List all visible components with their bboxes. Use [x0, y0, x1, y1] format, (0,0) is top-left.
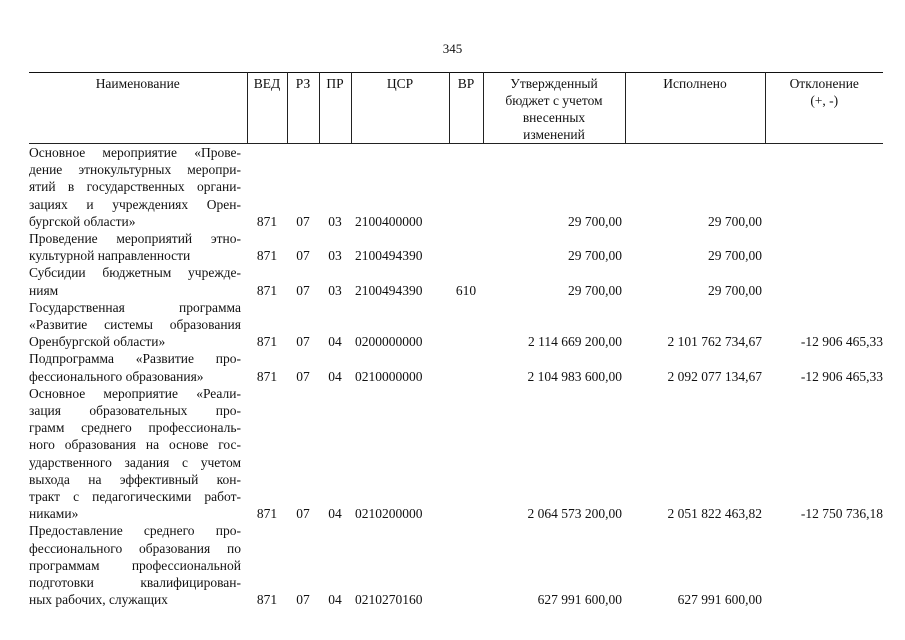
budget-table	[29, 72, 883, 608]
table-row	[29, 299, 883, 351]
row-name	[29, 144, 247, 231]
cell-pr: 04	[328, 334, 342, 350]
table-row	[29, 144, 883, 231]
cell-pr: 03	[328, 213, 342, 229]
cell-ved: 871	[256, 282, 278, 298]
table-body	[29, 144, 883, 609]
cell-deviation	[765, 144, 883, 231]
header-row	[29, 73, 883, 144]
cell-vr	[449, 522, 483, 608]
cell-vr	[449, 299, 483, 351]
row-name-line: фессионального образования по	[29, 540, 241, 556]
table-row	[29, 230, 883, 264]
header-pr: ПР	[319, 73, 351, 144]
cell-vr	[449, 144, 483, 231]
row-name-line: никами»	[29, 506, 79, 522]
row-name-line: «Развитие системы образования	[29, 317, 241, 333]
row-name-line: Государственная программа	[29, 299, 241, 315]
cell-rz: 07	[296, 368, 310, 384]
cell-pr: 04	[328, 368, 342, 384]
row-name-line: бургской области»	[29, 213, 136, 229]
cell-vr	[449, 385, 483, 523]
header-executed: Исполнено	[625, 73, 765, 144]
row-name-line: выхода на эффективный кон-	[29, 471, 241, 487]
row-name-line: Основное мероприятие «Прове-	[29, 145, 241, 160]
row-name-line: Субсидии бюджетным учрежде-	[29, 265, 241, 281]
row-name-line: ниям	[29, 282, 59, 298]
cell-deviation: -12 906 465,33	[800, 368, 883, 384]
row-name-line: дение этнокультурных меропри-	[29, 162, 241, 178]
row-name-line: зация образовательных про-	[29, 403, 241, 419]
row-name	[29, 264, 247, 298]
cell-executed: 627 991 600,00	[677, 592, 762, 608]
cell-csr: 0210200000	[355, 506, 423, 522]
cell-deviation	[765, 264, 883, 298]
cell-csr: 0210000000	[355, 368, 423, 384]
row-name-line: зациях и учреждениях Орен-	[29, 196, 241, 212]
cell-pr: 04	[328, 592, 342, 608]
cell-ved: 871	[256, 592, 278, 608]
cell-rz: 07	[296, 282, 310, 298]
row-name-line: грамм среднего профессиональ-	[29, 420, 241, 436]
row-name-line: Проведение мероприятий этно-	[29, 231, 241, 247]
row-name	[29, 385, 247, 523]
row-name-line: ятий в государственных органи-	[29, 179, 241, 195]
header-vr: ВР	[449, 73, 483, 144]
row-name-line: тракт с педагогическими работ-	[29, 489, 241, 505]
table-row	[29, 264, 883, 298]
cell-executed: 2 051 822 463,82	[667, 506, 762, 522]
cell-ved: 871	[256, 213, 278, 229]
row-name-line: Предоставление среднего про-	[29, 523, 241, 539]
row-name-line: Основное мероприятие «Реали-	[29, 385, 241, 401]
header-rz: РЗ	[287, 73, 319, 144]
cell-csr: 0200000000	[355, 334, 423, 350]
row-name-line: фессионального образования»	[29, 368, 204, 384]
cell-rz: 07	[296, 213, 310, 229]
cell-approved: 29 700,00	[568, 248, 622, 264]
row-name	[29, 522, 247, 608]
row-name-line: Оренбургской области»	[29, 334, 166, 350]
cell-ved: 871	[256, 248, 278, 264]
cell-rz: 07	[296, 248, 310, 264]
cell-approved: 2 104 983 600,00	[527, 368, 622, 384]
cell-csr: 2100494390	[355, 282, 423, 298]
header-approved: Утвержденный бюджет с учетом внесенных изменений	[483, 73, 625, 144]
cell-deviation	[765, 522, 883, 608]
row-name	[29, 299, 247, 351]
cell-approved: 29 700,00	[568, 282, 622, 298]
cell-ved: 871	[256, 334, 278, 350]
cell-executed: 2 101 762 734,67	[667, 334, 762, 350]
row-name-line: ударственного задания с учетом	[29, 454, 241, 470]
cell-executed: 2 092 077 134,67	[667, 368, 762, 384]
page-number: 345	[442, 41, 463, 56]
cell-executed: 29 700,00	[708, 213, 762, 229]
cell-approved: 2 114 669 200,00	[528, 334, 622, 350]
header-csr: ЦСР	[351, 73, 449, 144]
cell-ved: 871	[256, 368, 278, 384]
cell-approved: 627 991 600,00	[537, 592, 622, 608]
row-name	[29, 230, 247, 264]
cell-csr: 2100494390	[355, 248, 423, 264]
cell-ved: 871	[256, 506, 278, 522]
cell-rz: 07	[296, 334, 310, 350]
cell-vr	[449, 350, 483, 384]
cell-deviation: -12 906 465,33	[800, 334, 883, 350]
cell-executed: 29 700,00	[708, 248, 762, 264]
row-name-line: программам профессиональной	[29, 557, 241, 573]
cell-deviation	[765, 230, 883, 264]
cell-pr: 04	[328, 506, 342, 522]
row-name	[29, 350, 247, 384]
cell-rz: 07	[296, 506, 310, 522]
cell-csr: 2100400000	[355, 213, 423, 229]
cell-executed: 29 700,00	[708, 282, 762, 298]
row-name-line: ных рабочих, служащих	[29, 592, 168, 608]
header-deviation: Отклонение (+, -)	[765, 73, 883, 144]
cell-vr: 610	[455, 282, 477, 298]
cell-approved: 2 064 573 200,00	[527, 506, 622, 522]
cell-deviation: -12 750 736,18	[800, 506, 883, 522]
table-row	[29, 385, 883, 523]
cell-pr: 03	[328, 248, 342, 264]
row-name-line: Подпрограмма «Развитие про-	[29, 351, 241, 367]
row-name-line: культурной направленности	[29, 248, 191, 264]
table-row	[29, 350, 883, 384]
row-name-line: ного образования на основе гос-	[29, 437, 241, 453]
row-name-line: подготовки квалифицирован-	[29, 575, 241, 591]
cell-vr	[449, 230, 483, 264]
cell-csr: 0210270160	[355, 592, 423, 608]
cell-rz: 07	[296, 592, 310, 608]
table-row	[29, 522, 883, 608]
cell-approved: 29 700,00	[568, 213, 622, 229]
cell-pr: 03	[328, 282, 342, 298]
header-name: Наименование	[29, 73, 247, 144]
header-ved: ВЕД	[247, 73, 287, 144]
